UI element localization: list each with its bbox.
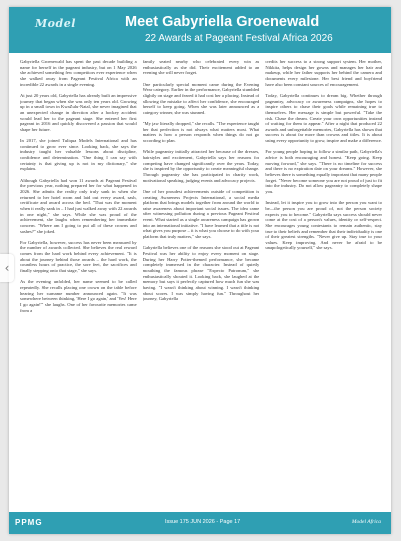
magazine-page <box>9 7 391 534</box>
paragraph: In 2017, she joined Tuliqua Models International and has continued to grow ever since. Looking back, she says the industry taught her valuable lessons about discipline, confidence and determination. "One thing I can say with certainty is that giving up is not in my dictionary," she explains. <box>20 138 137 172</box>
text-column-1 <box>20 59 137 505</box>
article-subtitle: 22 Awards at Pageant Festival Africa 2026 <box>145 33 333 44</box>
text-column-2 <box>143 59 260 505</box>
footer-brand: Model Africa <box>351 519 381 525</box>
previous-page-button[interactable] <box>0 254 14 282</box>
paragraph: For young people hoping to follow a similar path, Gabyriella's advice is both encouraging and honest. "Keep going. Keep moving forward," she says. "There is no timeline for success and there is no expiration date on your dreams." However, she believes there is something equally important that many people forget. "Never become someone you are not proud of just to fit into the industry. Do not allow pageantry to completely shape you. <box>265 149 383 194</box>
paragraph: For Gabyriella, however, success has never been measured by the number of awards collected. She believes the real reward comes from the hard work behind every achievement. "It is about the journey behind those awards – the hard work, the countless hours of practice, the sore feet, the sacrifices and finally stepping onto that stage," she says. <box>20 239 137 274</box>
magazine-logo: Model <box>35 17 76 30</box>
paragraph: At just 20 years old, Gabyriella has already built an impressive journey that began when she was only ten years old. Growing up in a small town in KwaZulu-Natal, she never imagined that an unexpected change in direction after a hockey accident would lead her to the pageant stage. She entered her first pageant in 2016 and quickly discovered a passion that would shape her future. <box>20 92 137 132</box>
chevron-left-icon: ‹ <box>4 261 10 275</box>
article-body <box>20 59 382 505</box>
article-header <box>9 7 391 53</box>
paragraph: One particularly special moment came during the Evening Wear category. Earlier in the performance, Gabyriella stumbled slightly on stage and feared it had cost her a placing. Instead of allowing the mistake to affect her confidence, she encouraged herself to keep going. When she was later announced as a category winner, she was stunned. <box>142 81 260 115</box>
paragraph: family seated nearby who celebrated every win as enthusiastically as she did. Their excitement added to an evening she will never forget. <box>142 59 260 76</box>
page-footer <box>9 512 391 534</box>
issue-page-number: Issue 175 JUN 2026 - Page 17 <box>165 519 241 525</box>
text-column-3 <box>265 59 382 505</box>
paragraph: Instead, let it inspire you to grow into the person you want to be—the person you are proud of, not the person society expects you to become." Gabyriella says success should never come at the cost of a person's values, identity or self-respect. She encourages young contestants to remain authentic, stay true to their beliefs and remember that their individuality is one of their greatest strengths. "Never give up. Stay true to your values. Keep improving. And never be afraid to be unapologetically yourself," she says. <box>265 200 383 251</box>
publisher-logo: PPMG <box>15 518 43 527</box>
article-title: Meet Gabyriella Groenewald <box>125 14 320 30</box>
paragraph: credits her success to a strong support system. Her mother, Nikkita, helps design her gowns and manages her hair and makeup, while her father supports her behind the camera and documents every milestone. Her best friend and boyfriend have also been constant sources of encouragement. <box>265 59 383 87</box>
paragraph: Although Gabyriella had won 11 awards at Pageant Festival the previous year, nothing prepared her for what happened in 2026. She admits the reality only truly sank in when she returned to her hotel room and laid out every award, sash, certificate and award across the bed. "That was the moment when it really sank in – I had just walked away with 22 awards in one night," she says. While she was proud of the achievement, she laughs when remembering her immediate concern. "Where am I going to put all of these crowns and sashes?" she joked. <box>20 177 137 234</box>
paragraph: Gabyriella believes one of the reasons she stood out at Pageant Festival was her ability to enjoy every moment on stage. During her Harry Potter-themed performance, she became completely immersed in the character. Instead of quietly mouthing the famous phrase "Expecto Patronum," she enthusiastically shouted it. Looking back, she laughed at the memory but says it perfectly captured how much fun she was having. "I wasn't thinking about winning. I wasn't thinking about scores. I was simply having fun." Throughout her journey, Gabyriella <box>142 245 260 302</box>
paragraph: "My jaw literally dropped," she recalls. "The experience taught her that perfection is not always what matters most. What matters is how a person responds when things do not go according to plan. <box>142 121 260 144</box>
paragraph: As the evening unfolded, her name seemed to be called repeatedly. She recalls placing one crown on the table before hearing her surname number announced again. "It was somewhere between thinking, 'Here I go again,' and 'Yes! Here I go again!'" she laughs. One of her favourite memories came from a <box>20 279 137 313</box>
paragraph: Today, Gabyriella continues to dream big. Whether through pageantry, advocacy or awareness campaigns, she hopes to inspire others to chase their goals while remaining true to themselves. Her message is simple but powerful. "Take the risk. Chase the dream. Create your own opportunities instead of waiting for them to appear." After a night that produced 22 awards and unforgettable memories, Gabyriella has shown that success is about far more than crowns and titles. It is about using every opportunity to grow, inspire and make a difference. <box>265 92 383 144</box>
paragraph: While pageantry initially attracted her because of the dresses, hairstyles and excitement, Gabyriella says her reasons for competing have changed significantly over the years. Today, she is inspired by the opportunity to create meaningful change. Through pageantry she has participated in charity work, motivational speaking, judging events and advocacy projects. <box>142 149 260 183</box>
paragraph: Gabyriella Groenewald has spent the past decade building a name for herself in the pageant industry, but on 1 May 2026 she achieved something few competitors ever experience when she walked away from Pageant Festival Africa with an incredible 22 awards in a single evening. <box>20 59 137 87</box>
paragraph: One of her proudest achievements outside of competition is creating Awareness Projects International, a social media platform that brings models together from around the world to raise awareness about important social issues. The idea came after witnessing pollution during a previous Pageant Festival event. What started as a single awareness campaign has grown into an international initiative. "I have learned that a title is not what gives you purpose – it is what you choose to do with your platform that truly matters," she says. <box>142 188 260 240</box>
